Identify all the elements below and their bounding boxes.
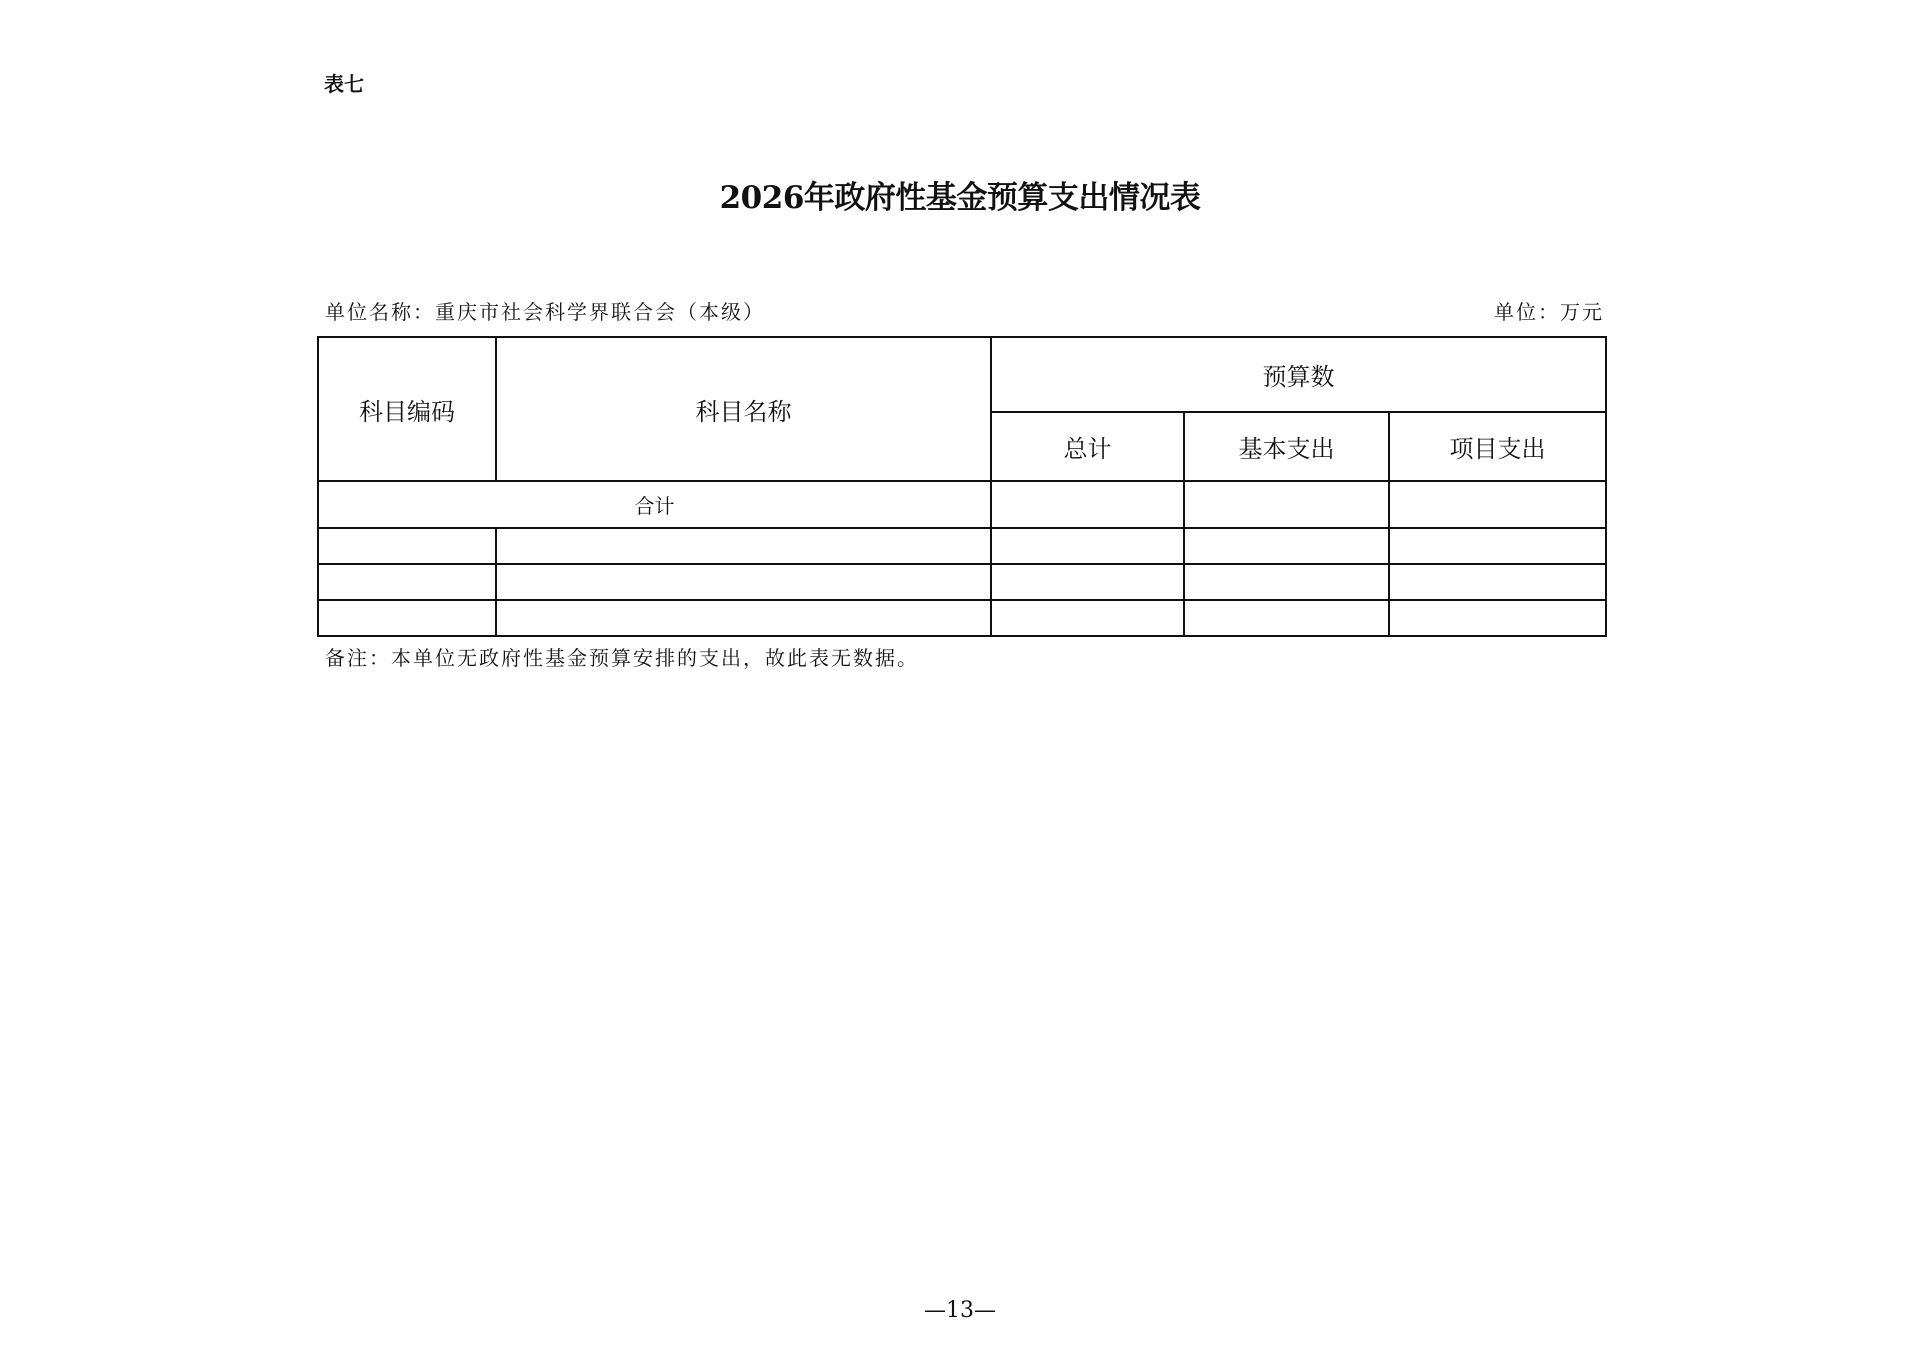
total-row-basic — [1184, 481, 1389, 528]
table-row — [318, 600, 1606, 636]
total-row-project — [1389, 481, 1606, 528]
total-row-total — [991, 481, 1184, 528]
cell-code — [318, 564, 496, 600]
page-title: 2026年政府性基金预算支出情况表 — [719, 180, 1201, 216]
cell-project — [1389, 600, 1606, 636]
header-subject-name: 科目名称 — [496, 337, 991, 481]
cell-name — [496, 564, 991, 600]
cell-basic — [1184, 564, 1389, 600]
total-row — [318, 481, 1606, 528]
footnote: 备注：本单位无政府性基金预算安排的支出，故此表无数据。 — [325, 646, 919, 670]
header-budget-group: 预算数 — [991, 337, 1606, 412]
cell-basic — [1184, 600, 1389, 636]
table-number-label: 表七 — [324, 72, 364, 96]
cell-total — [991, 564, 1184, 600]
header-row-1 — [318, 337, 1606, 412]
header-project-expenditure: 项目支出 — [1389, 412, 1606, 481]
cell-total — [991, 600, 1184, 636]
header-basic-expenditure: 基本支出 — [1184, 412, 1389, 481]
cell-total — [991, 528, 1184, 564]
currency-unit-label: 单位：万元 — [1494, 300, 1604, 324]
budget-expenditure-table — [317, 336, 1607, 637]
table-row — [318, 528, 1606, 564]
cell-project — [1389, 528, 1606, 564]
header-total: 总计 — [991, 412, 1184, 481]
page-number: —13— — [924, 1298, 996, 1323]
cell-project — [1389, 564, 1606, 600]
unit-name-label: 单位名称：重庆市社会科学界联合会（本级） — [325, 300, 765, 324]
table-row — [318, 564, 1606, 600]
cell-basic — [1184, 528, 1389, 564]
cell-name — [496, 600, 991, 636]
cell-code — [318, 528, 496, 564]
total-row-label: 合计 — [318, 481, 991, 528]
cell-code — [318, 600, 496, 636]
header-subject-code: 科目编码 — [318, 337, 496, 481]
cell-name — [496, 528, 991, 564]
